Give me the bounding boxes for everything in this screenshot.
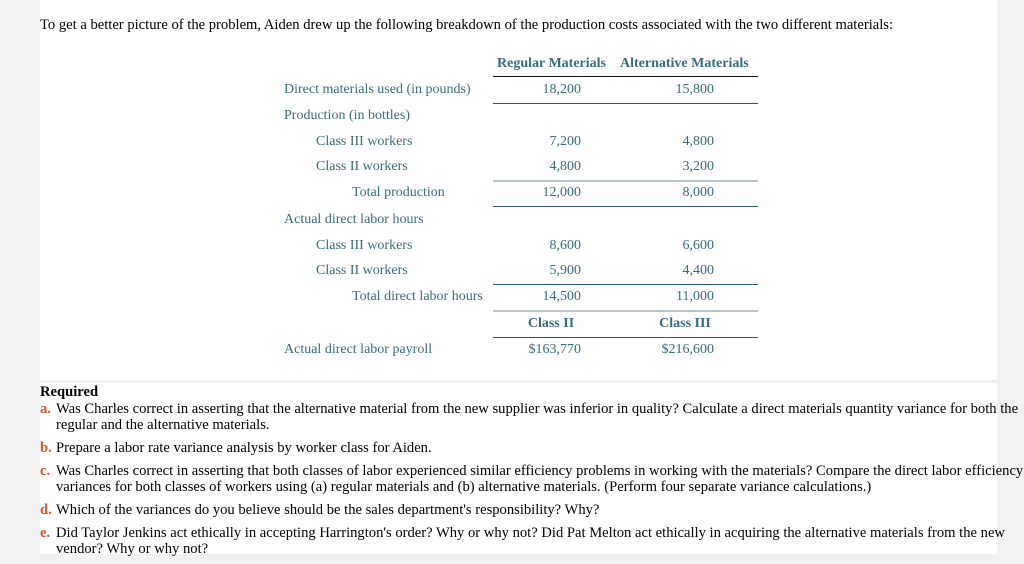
col-header-alternative: Alternative Materials xyxy=(620,56,749,71)
header-rule xyxy=(493,76,758,77)
subtotal-rule xyxy=(493,180,758,182)
subheader-class-ii: Class II xyxy=(527,316,575,331)
item-text: Which of the variances do you believe should be the sales department's responsibility? Why? xyxy=(56,502,600,518)
col-header-regular: Regular Materials xyxy=(497,56,606,71)
required-item-c xyxy=(40,463,1024,495)
cell-regular-hours-class-ii: 5,900 xyxy=(549,263,581,278)
cell-payroll-class-iii: $216,600 xyxy=(661,342,714,357)
row-label-hours-class-ii: Class II workers xyxy=(316,263,408,278)
cell-alt-total-production: 8,000 xyxy=(682,185,714,200)
row-label-production-class-ii: Class II workers xyxy=(316,159,408,174)
row-label-production: Production (in bottles) xyxy=(284,108,410,123)
item-text: Did Taylor Jenkins act ethically in accepting Harrington's order? Why or why not? Did Pat Melton act ethically in acquiring the alternative materials from the new vendor? Why or why not? xyxy=(56,525,1005,557)
item-letter: b. xyxy=(40,440,52,456)
subtotal-rule xyxy=(493,284,758,285)
total-rule xyxy=(493,206,758,207)
item-letter: d. xyxy=(40,502,52,518)
required-item-d xyxy=(40,502,1000,518)
item-letter: a. xyxy=(40,401,51,417)
cell-regular-production-class-ii: 4,800 xyxy=(549,159,581,174)
item-text: Was Charles correct in asserting that both classes of labor experienced similar efficiency problems in working with the materials? Compare the direct labor efficiency variances for both classes of workers using (a) regular materials and (b) alternative materials. (Perform four separate variance calculations.) xyxy=(56,463,1024,495)
item-text: Prepare a labor rate variance analysis by worker class for Aiden. xyxy=(56,440,432,456)
cell-regular-direct-materials: 18,200 xyxy=(542,82,581,97)
document-page xyxy=(40,0,1024,557)
row-label-labor-hours: Actual direct labor hours xyxy=(284,212,424,227)
total-rule xyxy=(493,310,758,312)
cell-regular-total-production: 12,000 xyxy=(542,185,581,200)
cell-alt-direct-materials: 15,800 xyxy=(675,82,714,97)
row-label-payroll: Actual direct labor payroll xyxy=(284,342,433,357)
row-label-total-hours: Total direct labor hours xyxy=(352,289,483,304)
item-text: Was Charles correct in asserting that the alternative material from the new supplier was inferior in quality? Calculate a direct materials quantity variance for both the regular and the alternative materials. xyxy=(56,401,1019,433)
cell-alt-production-class-ii: 3,200 xyxy=(682,159,714,174)
cell-alt-total-hours: 11,000 xyxy=(676,289,714,304)
cell-alt-hours-class-ii: 4,400 xyxy=(682,263,714,278)
item-letter: e. xyxy=(40,525,51,541)
item-letter: c. xyxy=(40,463,51,479)
cell-payroll-class-ii: $163,770 xyxy=(528,342,581,357)
required-item-b xyxy=(40,440,1000,456)
row-label-total-production: Total production xyxy=(352,185,445,200)
required-heading: Required xyxy=(40,384,99,400)
cell-regular-production-class-iii: 7,200 xyxy=(549,134,581,149)
subheader-class-iii: Class III xyxy=(659,316,711,331)
required-item-a xyxy=(40,401,1019,433)
cell-alt-hours-class-iii: 6,600 xyxy=(682,238,714,253)
row-label-direct-materials: Direct materials used (in pounds) xyxy=(284,82,471,97)
intro-paragraph: To get a better picture of the problem, Aiden drew up the following breakdown of the production costs associated with the two different materials: xyxy=(40,17,894,33)
section-divider xyxy=(40,380,997,383)
subheader-rule xyxy=(493,337,758,338)
row-rule xyxy=(493,103,758,104)
cell-regular-total-hours: 14,500 xyxy=(542,289,581,304)
required-item-e xyxy=(40,525,1005,557)
row-label-hours-class-iii: Class III workers xyxy=(316,238,413,253)
cell-regular-hours-class-iii: 8,600 xyxy=(549,238,581,253)
required-section xyxy=(40,384,1024,564)
cell-alt-production-class-iii: 4,800 xyxy=(682,134,714,149)
row-label-production-class-iii: Class III workers xyxy=(316,134,413,149)
